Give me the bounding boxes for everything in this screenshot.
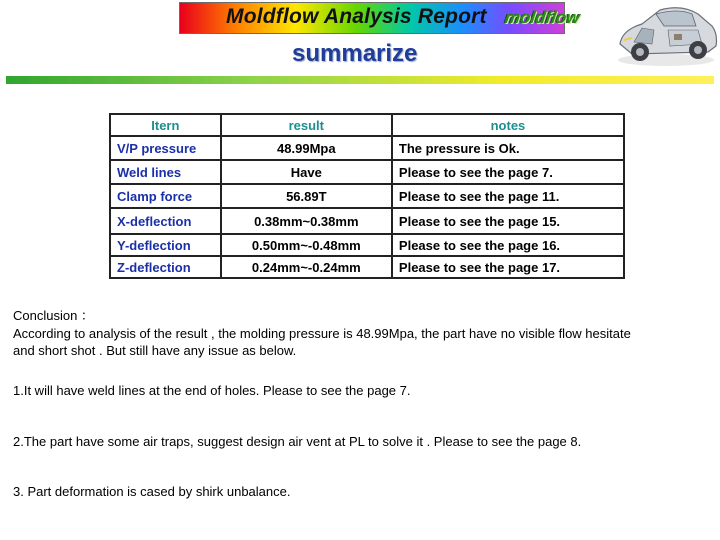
point-3: 3. Part deformation is cased by shirk unbalance. bbox=[13, 484, 291, 499]
row-item: Weld lines bbox=[110, 160, 221, 184]
conclusion-block bbox=[13, 307, 713, 360]
table-row bbox=[110, 234, 624, 256]
column-header-item: Itern bbox=[110, 114, 221, 136]
point-2: 2.The part have some air traps, suggest design air vent at PL to solve it . Please to see the page 8. bbox=[13, 434, 582, 449]
row-result: 56.89T bbox=[221, 184, 392, 208]
row-notes: Please to see the page 16. bbox=[392, 234, 624, 256]
row-notes: Please to see the page 17. bbox=[392, 256, 624, 278]
point-1: 1.It will have weld lines at the end of holes. Please to see the page 7. bbox=[13, 383, 411, 398]
row-notes: Please to see the page 15. bbox=[392, 208, 624, 234]
row-result: 0.24mm~-0.24mm bbox=[221, 256, 392, 278]
row-item: Clamp force bbox=[110, 184, 221, 208]
row-notes: Please to see the page 7. bbox=[392, 160, 624, 184]
table-row bbox=[110, 208, 624, 234]
moldflow-logo: moldflow bbox=[503, 8, 582, 27]
row-item: V/P pressure bbox=[110, 136, 221, 160]
conclusion-line-2: and short shot . But still have any issue as below. bbox=[13, 343, 297, 358]
conclusion-heading: Conclusion ： bbox=[13, 308, 94, 323]
table-row bbox=[110, 184, 624, 208]
row-result: 0.50mm~-0.48mm bbox=[221, 234, 392, 256]
table-header-row bbox=[110, 114, 624, 136]
header-divider bbox=[6, 76, 714, 84]
row-result: 0.38mm~0.38mm bbox=[221, 208, 392, 234]
column-header-notes: notes bbox=[392, 114, 624, 136]
report-title: Moldflow Analysis Report bbox=[226, 5, 487, 28]
row-notes: The pressure is Ok. bbox=[392, 136, 624, 160]
table-row bbox=[110, 256, 624, 278]
column-header-result: result bbox=[221, 114, 392, 136]
row-notes: Please to see the page 11. bbox=[392, 184, 624, 208]
conclusion-line-1: According to analysis of the result , the molding pressure is 48.99Mpa, the part have no visible flow hesitate bbox=[13, 325, 631, 341]
summary-table bbox=[109, 113, 625, 279]
row-result: 48.99Mpa bbox=[221, 136, 392, 160]
row-item: Y-deflection bbox=[110, 234, 221, 256]
table-row bbox=[110, 136, 624, 160]
table-row bbox=[110, 160, 624, 184]
title-banner bbox=[179, 2, 582, 34]
row-result: Have bbox=[221, 160, 392, 184]
car-cutaway-image bbox=[612, 0, 720, 70]
row-item: X-deflection bbox=[110, 208, 221, 234]
page-subtitle: summarize bbox=[292, 40, 418, 67]
row-item: Z-deflection bbox=[110, 256, 221, 278]
